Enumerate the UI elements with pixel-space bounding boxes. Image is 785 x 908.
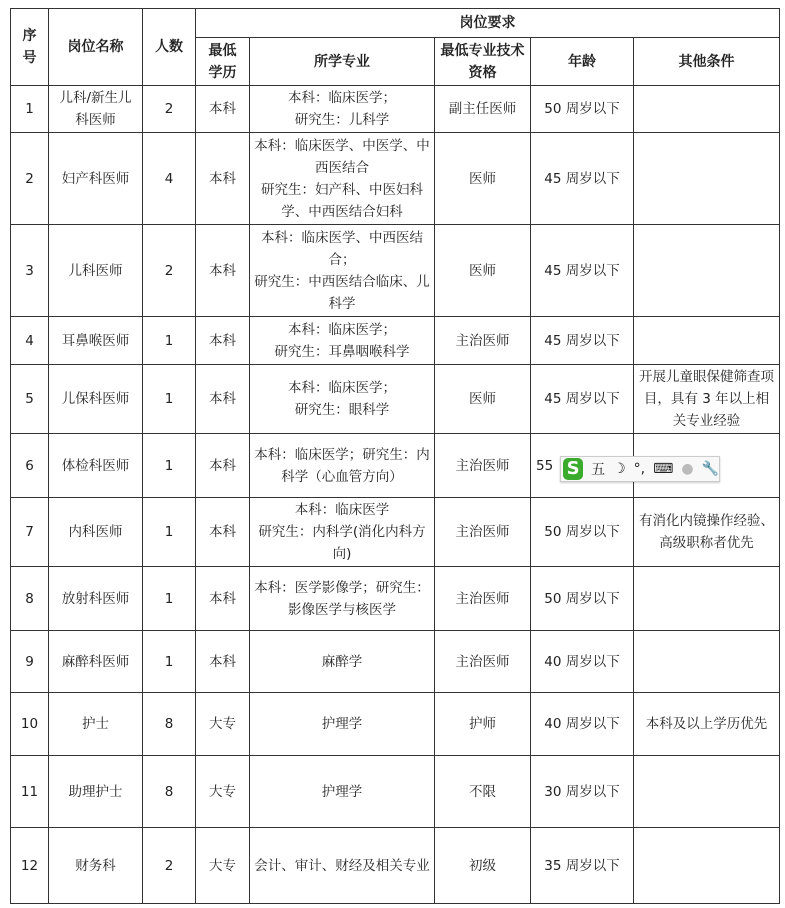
header-count: 人数 [143, 9, 196, 86]
cell-post: 助理护士 [49, 756, 143, 828]
cell-edu: 大专 [196, 693, 250, 756]
cell-no: 7 [11, 498, 49, 567]
cell-post: 儿保科医师 [49, 365, 143, 434]
cell-major: 本科：临床医学； 研究生：眼科学 [250, 365, 435, 434]
cell-no: 1 [11, 86, 49, 133]
table-row [11, 693, 780, 756]
cell-qual: 初级 [435, 828, 531, 904]
cell-edu: 本科 [196, 133, 250, 225]
cell-qual: 护师 [435, 693, 531, 756]
cell-no: 4 [11, 317, 49, 365]
cell-edu: 大专 [196, 828, 250, 904]
sogou-logo-icon[interactable]: S [563, 458, 583, 480]
cell-count: 8 [143, 756, 196, 828]
cell-edu: 本科 [196, 498, 250, 567]
cell-post: 护士 [49, 693, 143, 756]
keyboard-icon[interactable]: ⌨ [653, 461, 674, 477]
header-major: 所学专业 [250, 38, 435, 86]
table-row [11, 365, 780, 434]
cell-other [634, 631, 780, 693]
cell-edu: 本科 [196, 317, 250, 365]
user-icon[interactable]: ● [681, 461, 694, 477]
cell-age: 50 周岁以下 [531, 86, 634, 133]
cell-qual: 医师 [435, 133, 531, 225]
cell-count: 4 [143, 133, 196, 225]
cell-other [634, 225, 780, 317]
cell-no: 12 [11, 828, 49, 904]
cell-no: 11 [11, 756, 49, 828]
input-mode-button[interactable]: 五 [591, 462, 606, 478]
cell-major: 护理学 [250, 693, 435, 756]
cell-post: 妇产科医师 [49, 133, 143, 225]
cell-count: 2 [143, 828, 196, 904]
table-row [11, 631, 780, 693]
cell-count: 1 [143, 434, 196, 498]
cell-age: 45 周岁以下 [531, 225, 634, 317]
cell-other [634, 133, 780, 225]
cell-qual: 不限 [435, 756, 531, 828]
cell-major: 本科：临床医学；研究生：内科学（心血管方向） [250, 434, 435, 498]
cell-post: 耳鼻喉医师 [49, 317, 143, 365]
cell-post: 内科医师 [49, 498, 143, 567]
cell-no: 9 [11, 631, 49, 693]
cell-major: 本科：临床医学 研究生：内科学(消化内科方向) [250, 498, 435, 567]
cell-other [634, 828, 780, 904]
cell-post: 体检科医师 [49, 434, 143, 498]
table-row [11, 828, 780, 904]
header-other: 其他条件 [634, 38, 780, 86]
cell-count: 2 [143, 86, 196, 133]
cell-edu: 本科 [196, 86, 250, 133]
cell-major: 护理学 [250, 756, 435, 828]
cell-qual: 主治医师 [435, 567, 531, 631]
cell-count: 1 [143, 498, 196, 567]
cell-age: 55 [531, 434, 634, 498]
header-post: 岗位名称 [49, 9, 143, 86]
cell-age: 45 周岁以下 [531, 365, 634, 434]
cell-edu: 本科 [196, 365, 250, 434]
cell-age: 40 周岁以下 [531, 693, 634, 756]
table-row [11, 317, 780, 365]
cell-qual: 副主任医师 [435, 86, 531, 133]
cell-age: 40 周岁以下 [531, 631, 634, 693]
cell-no: 3 [11, 225, 49, 317]
cell-count: 1 [143, 317, 196, 365]
header-qual: 最低专业技术资格 [435, 38, 531, 86]
cell-count: 8 [143, 693, 196, 756]
cell-qual: 主治医师 [435, 434, 531, 498]
cell-post: 放射科医师 [49, 567, 143, 631]
cell-count: 2 [143, 225, 196, 317]
cell-major: 本科：医学影像学；研究生：影像医学与核医学 [250, 567, 435, 631]
cell-age: 30 周岁以下 [531, 756, 634, 828]
cell-no: 8 [11, 567, 49, 631]
cell-no: 6 [11, 434, 49, 498]
cell-post: 财务科 [49, 828, 143, 904]
cell-major: 本科：临床医学、中医学、中西医结合 研究生：妇产科、中医妇科学、中西医结合妇科 [250, 133, 435, 225]
table-row [11, 567, 780, 631]
cell-count: 1 [143, 365, 196, 434]
cell-other [634, 86, 780, 133]
cell-major: 本科：临床医学、中西医结合； 研究生：中西医结合临床、儿科学 [250, 225, 435, 317]
cell-major: 会计、审计、财经及相关专业 [250, 828, 435, 904]
cell-edu: 本科 [196, 225, 250, 317]
header-requirements: 岗位要求 [196, 9, 780, 38]
cell-age: 45 周岁以下 [531, 317, 634, 365]
wrench-icon[interactable]: 🔧 [701, 461, 719, 477]
header-no: 序号 [11, 9, 49, 86]
cell-post: 麻醉科医师 [49, 631, 143, 693]
header-age: 年龄 [531, 38, 634, 86]
cell-qual: 主治医师 [435, 631, 531, 693]
table-row [11, 756, 780, 828]
cell-major: 本科：临床医学； 研究生：儿科学 [250, 86, 435, 133]
cell-post: 儿科医师 [49, 225, 143, 317]
header-edu: 最低学历 [196, 38, 250, 86]
cell-edu: 本科 [196, 434, 250, 498]
cell-age: 50 周岁以下 [531, 498, 634, 567]
punctuation-icon[interactable]: °, [633, 461, 646, 477]
cell-qual: 主治医师 [435, 317, 531, 365]
cell-no: 10 [11, 693, 49, 756]
cell-count: 1 [143, 567, 196, 631]
ime-toolbar[interactable] [560, 456, 720, 482]
cell-other: 有消化内镜操作经验、高级职称者优先 [634, 498, 780, 567]
cell-no: 5 [11, 365, 49, 434]
cell-major: 本科：临床医学； 研究生：耳鼻咽喉科学 [250, 317, 435, 365]
cell-no: 2 [11, 133, 49, 225]
cell-qual: 医师 [435, 365, 531, 434]
cell-other: 本科及以上学历优先 [634, 693, 780, 756]
cell-edu: 本科 [196, 631, 250, 693]
table-row [11, 133, 780, 225]
cell-count: 1 [143, 631, 196, 693]
cell-edu: 本科 [196, 567, 250, 631]
cell-other: 开展儿童眼保健筛查项目，具有 3 年以上相关专业经验 [634, 365, 780, 434]
table-row [11, 225, 780, 317]
cell-other [634, 317, 780, 365]
cell-edu: 大专 [196, 756, 250, 828]
cell-qual: 医师 [435, 225, 531, 317]
table-row [11, 498, 780, 567]
moon-icon[interactable]: ☽ [613, 461, 626, 477]
cell-other [634, 756, 780, 828]
cell-qual: 主治医师 [435, 498, 531, 567]
cell-post: 儿科/新生儿科医师 [49, 86, 143, 133]
cell-age: 35 周岁以下 [531, 828, 634, 904]
cell-other [634, 567, 780, 631]
cell-major: 麻醉学 [250, 631, 435, 693]
cell-age: 50 周岁以下 [531, 567, 634, 631]
cell-age: 45 周岁以下 [531, 133, 634, 225]
table-row [11, 86, 780, 133]
